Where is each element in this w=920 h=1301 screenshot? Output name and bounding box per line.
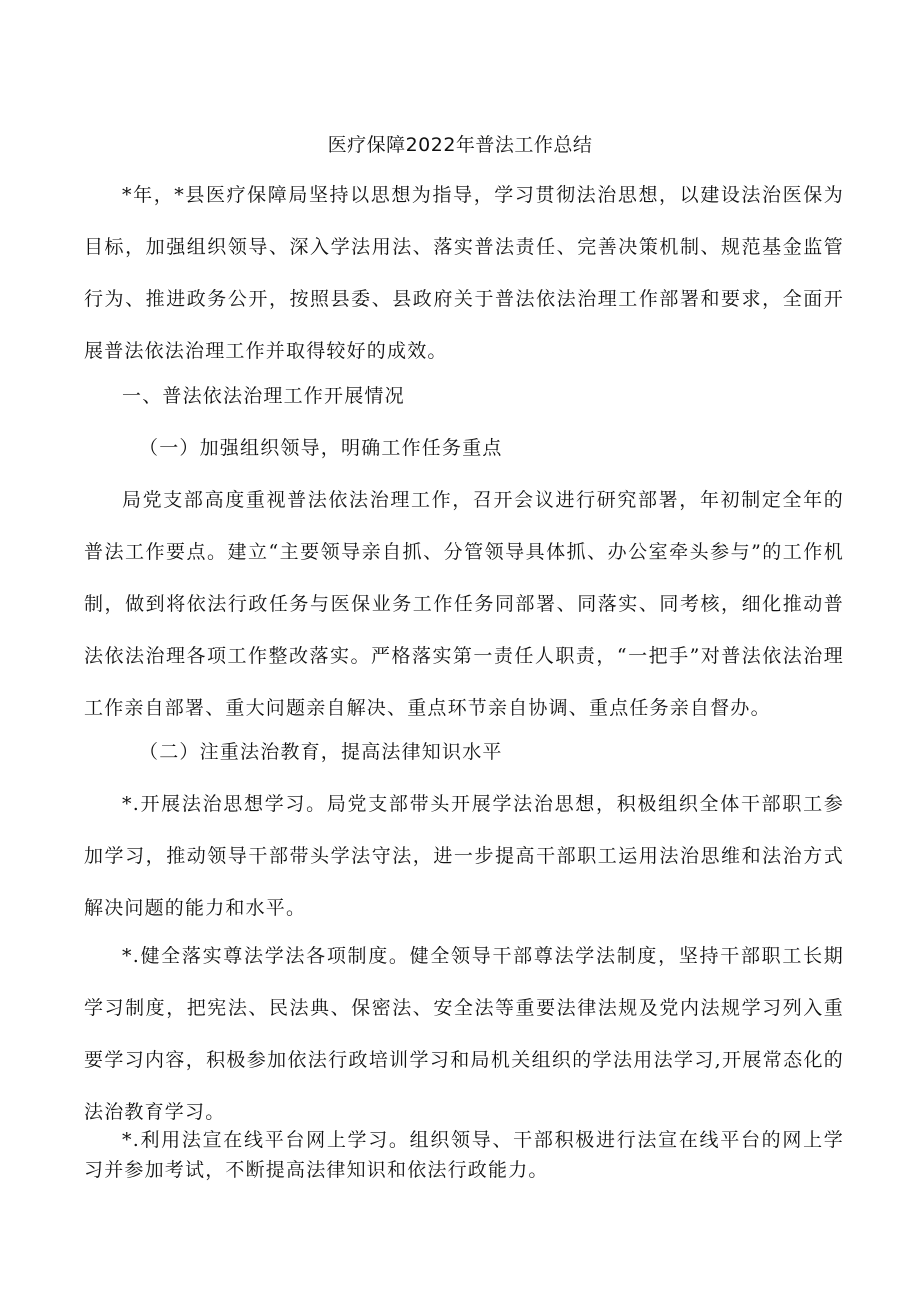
intro-paragraph: *年，*县医疗保障局坚持以思想为指导，学习贯彻法治思想，以建设法治医保为目标，加强组织领导、深入学法用法、落实普法责任、完善决策机制、规范基金监管行为、推进政务公开，按照县委、县政府关于普法依法治理工作部署和要求，全面开展普法依法治理工作并取得较好的成效。 <box>84 184 844 362</box>
section-heading-1: 一、普法依法治理工作开展情况 <box>122 385 405 407</box>
subsection-heading-2: （二）注重法治教育，提高法律知识水平 <box>139 741 503 763</box>
subsection-1-body: 局党支部高度重视普法依法治理工作，召开会议进行研究部署，年初制定全年的普法工作要点。建立“主要领导亲自抓、分管领导具体抓、办公室牵头参与”的工作机制，做到将依法行政任务与医保业务工作任务同部署、同落实、同考核，细化推动普法依法治理各项工作整改落实。严格落实第一责任人职责，“一把手”对普法依法治理工作亲自部署、重大问题亲自解决、重点环节亲自协调、重点任务亲自督办。 <box>84 489 844 719</box>
subsection-heading-1: （一）加强组织领导，明确工作任务重点 <box>139 437 503 459</box>
item-1-paragraph: *.开展法治思想学习。局党支部带头开展学法治思想，积极组织全体干部职工参加学习，推动领导干部带头学法守法，进一步提高干部职工运用法治思维和法治方式解决问题的能力和水平。 <box>84 793 844 919</box>
item-3-paragraph: *.利用法宣在线平台网上学习。组织领导、干部积极进行法宣在线平台的网上学习并参加考试，不断提高法律知识和依法行政能力。 <box>84 1129 844 1181</box>
document-title: 医疗保障2022年普法工作总结 <box>327 134 593 156</box>
item-2-paragraph: *.健全落实尊法学法各项制度。健全领导干部尊法学法制度，坚持干部职工长期学习制度，把宪法、民法典、保密法、安全法等重要法律法规及党内法规学习列入重要学习内容，积极参加依法行政培训学习和局机关组织的学法用法学习,开展常态化的法治教育学习。 <box>84 945 844 1123</box>
